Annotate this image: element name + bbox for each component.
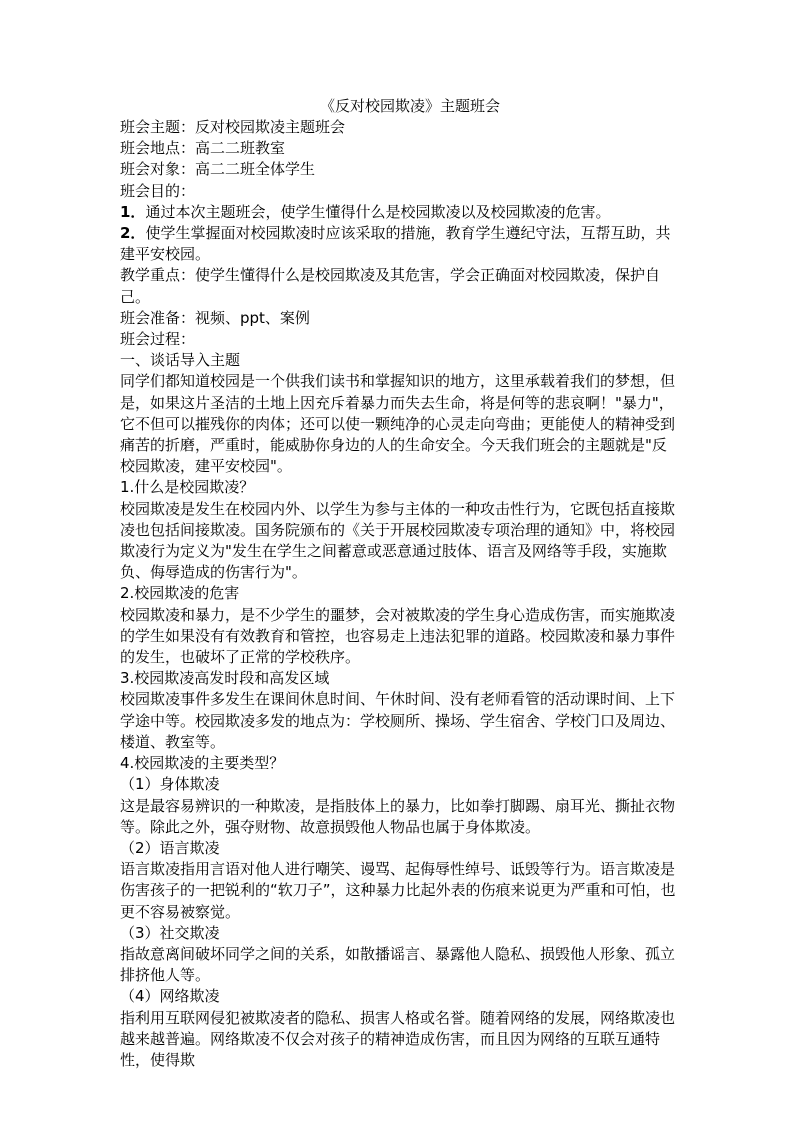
goal-number: 2． — [120, 224, 146, 243]
goal-item — [120, 223, 680, 265]
meeting-preparation: 班会准备：视频、ppt、案例 — [120, 308, 310, 327]
goal-text: 通过本次主题班会，使学生懂得什么是校园欺凌以及校园欺凌的危害。 — [145, 202, 611, 221]
section-paragraph: 同学们都知道校园是一个供我们读书和掌握知识的地方，这里承载着我们的梦想，但是，如果这片圣洁的土地上因充斥着暴力而失去生命，将是何等的悲哀啊！"暴力"，它不但可以摧残你的肉体；还可以使一颗纯净的心灵走向弯曲；更能使人的精神受到痛苦的折磨，严重时，能威胁你身边的人的生命安全。今天我们班会的主题就是"反校园欺凌，建平安校园"。 — [120, 372, 676, 476]
meeting-theme: 班会主题：反对校园欺凌主题班会 — [120, 118, 346, 136]
type-paragraph: 指利用互联网侵犯被欺凌者的隐私、损害人格或名誉。随着网络的发展，网络欺凌也越来越普遍。网络欺凌不仅会对孩子的精神造成伤害，而且因为网络的互联互通特性，使得欺 — [120, 1008, 676, 1069]
teaching-focus: 教学重点：使学生懂得什么是校园欺凌及其危害，学会正确面对校园欺凌，保护自己。 — [120, 266, 661, 306]
type-paragraph: 指故意离间破坏同学之间的关系，如散播谣言、暴露他人隐私、损毁他人形象、孤立排挤他人等。 — [120, 944, 676, 985]
meeting-process-label: 班会过程： — [120, 330, 196, 349]
goal-text: 使学生掌握面对校园欺凌时应该采取的措施，教育学生遵纪守法，互帮互助，共建平安校园。 — [120, 224, 671, 264]
type-heading: （2）语言欺凌 — [120, 838, 220, 857]
section-heading: 一、谈话导入主题 — [120, 351, 241, 370]
goal-item — [120, 202, 680, 223]
type-paragraph: 语言欺凌指用言语对他人进行嘲笑、谩骂、起侮辱性绰号、诋毁等行为。语言欺凌是伤害孩子的一把锐利的“软刀子”，这种暴力比起外表的伤痕来说更为严重和可怕，也更不容易被察觉。 — [120, 860, 676, 921]
document-page — [120, 96, 680, 1071]
question-paragraph: 校园欺凌和暴力，是不少学生的噩梦，会对被欺凌的学生身心造成伤害，而实施欺凌的学生如果没有有效教育和管控，也容易走上违法犯罪的道路。校园欺凌和暴力事件的发生，也破坏了正常的学校秩序。 — [120, 605, 676, 667]
question-heading: 2.校园欺凌的危害 — [120, 584, 240, 603]
type-heading: （3）社交欺凌 — [120, 923, 220, 942]
meeting-audience: 班会对象：高二二班全体学生 — [120, 160, 316, 179]
question-paragraph: 校园欺凌事件多发生在课间休息时间、午休时间、没有老师看管的活动课时间、上下学途中等。校园欺凌多发的地点为：学校厕所、操场、学生宿舍、学校门口及周边、楼道、教室等。 — [120, 690, 676, 751]
goal-number: 1． — [120, 202, 146, 221]
question-heading: 4.校园欺凌的主要类型？ — [120, 754, 285, 773]
type-heading: （1）身体欺凌 — [120, 775, 220, 794]
question-paragraph: 校园欺凌是发生在校园内外、以学生为参与主体的一种攻击性行为，它既包括直接欺凌也包括间接欺凌。国务院颁布的《关于开展校园欺凌专项治理的通知》中，将校园欺凌行为定义为"发生在学生之间蓄意或恶意通过肢体、语言及网络等手段，实施欺负、侮辱造成的伤害行为"。 — [120, 499, 676, 582]
meeting-purpose-label: 班会目的： — [120, 181, 196, 200]
type-heading: （4）网络欺凌 — [120, 987, 220, 1006]
meeting-location: 班会地点：高二二班教室 — [120, 139, 286, 158]
document-title: 《反对校园欺凌》主题班会 — [319, 97, 500, 115]
type-paragraph: 这是最容易辨识的一种欺凌，是指肢体上的暴力，比如拳打脚踢、扇耳光、撕扯衣物等。除此之外，强夺财物、故意损毁他人物品也属于身体欺凌。 — [120, 796, 676, 836]
question-heading: 1.什么是校园欺凌？ — [120, 478, 255, 497]
question-heading: 3.校园欺凌高发时段和高发区域 — [120, 669, 330, 688]
